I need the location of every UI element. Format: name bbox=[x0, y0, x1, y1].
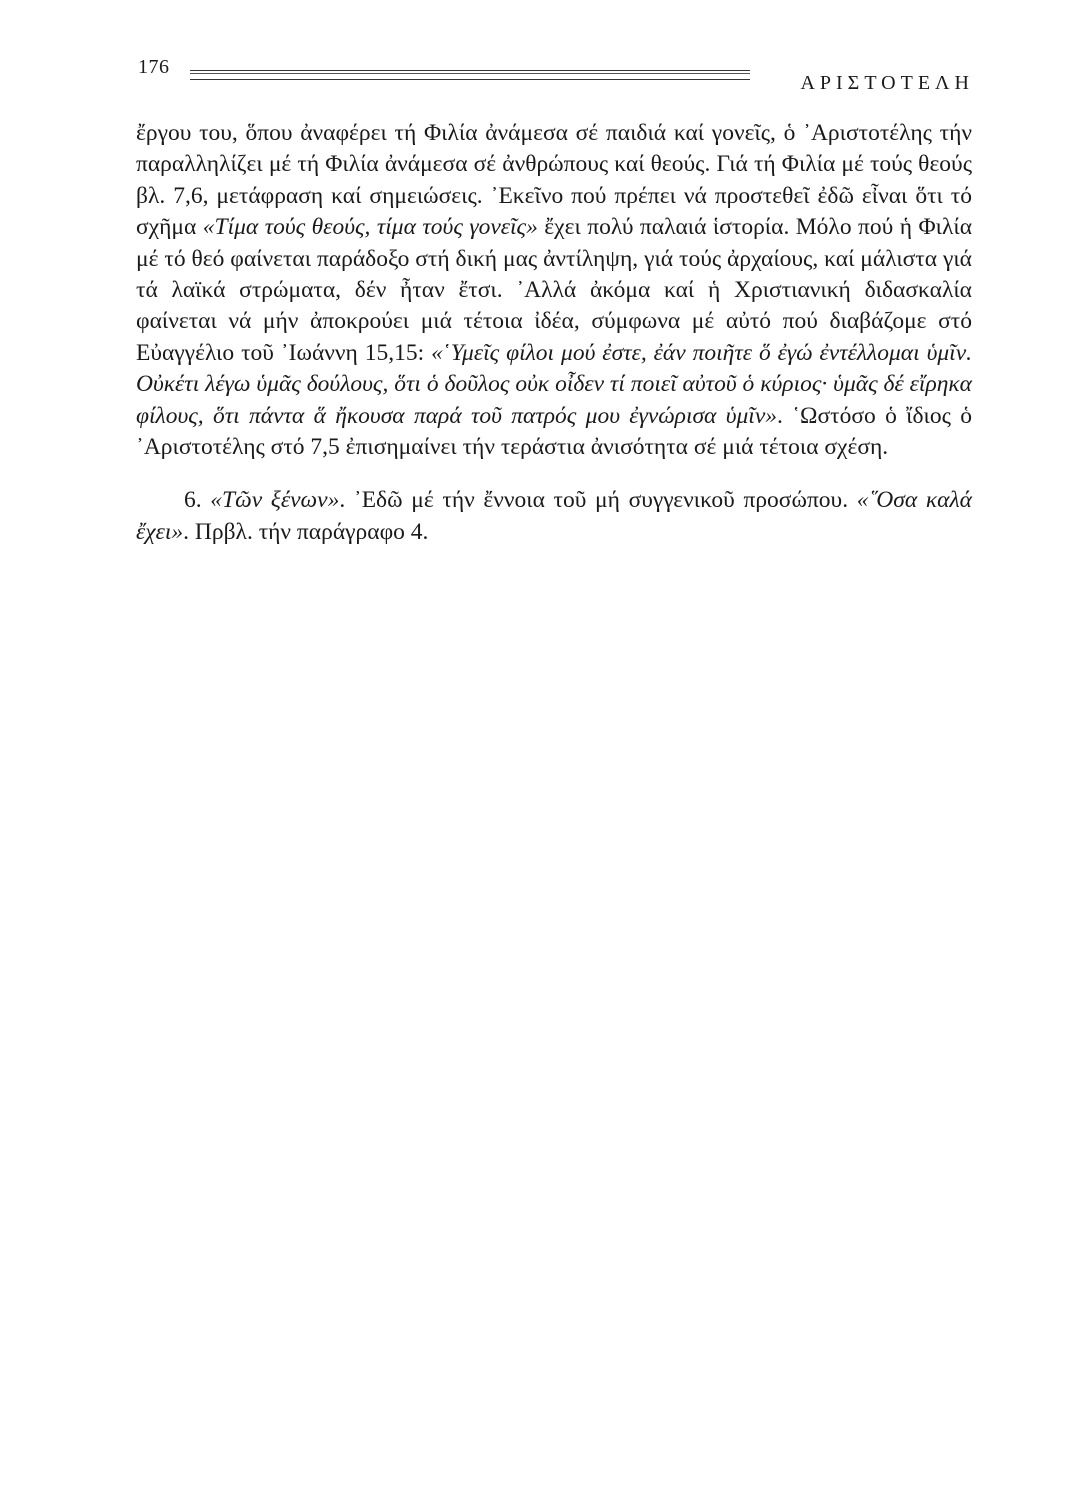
body-text bbox=[136, 118, 972, 548]
note-6 bbox=[136, 485, 972, 548]
paragraph-1 bbox=[136, 118, 972, 463]
running-header bbox=[138, 56, 974, 96]
quote-john-15-15: «῾Υμεῖς φίλοι μού ἐστε, ἐάν ποιῆτε ὅ ἐγώ ἐντέλλομαι ὑμῖν. Οὐκέτι λέγω ὑμᾶς δούλους, ὅτι ὁ δοῦλος οὐκ οἶδεν τί ποιεῖ αὐτοῦ ὁ κύριος· ὑμᾶς δέ εἴρηκα φίλους, ὅτι πάντα ἅ ἤκουσα παρά τοῦ πατρός μου ἐγνώρισα ὑμῖν» bbox=[136, 339, 973, 429]
note-6-quote-2: «῞Οσα καλά ἔχει» bbox=[136, 487, 972, 545]
quote-honor-gods: «Τίμα τούς θεούς, τίμα τούς γονεῖς» bbox=[202, 214, 538, 241]
paragraph-1-text-3: . ῾Ωστόσο ὁ ἴδιος ὁ ᾿Αριστοτέλης στό 7,5 ἐπισημαίνει τήν τεράστια ἀνισότητα σέ μιά τέτοια σχέση. bbox=[136, 402, 973, 461]
note-6-text-1: . ᾿Εδῶ μέ τήν ἔννοια τοῦ μή συγγενικοῦ προσώπου. bbox=[339, 487, 857, 514]
paragraph-1-text-2: ἔχει πολύ παλαιά ἱστορία. Μόλο πού ἡ Φιλία μέ τό θεό φαίνεται παράδοξο στή δική μας ἀντίληψη, γιά τούς ἀρχαίους, καί μάλιστα γιά τά λαϊκά στρώματα, δέν ἦταν ἔτσι. ᾿Αλλά ἀκόμα καί ἡ Χριστιανική διδασκαλία φαίνεται νά μήν ἀποκρούει μιά τέτοια ἰδέα, σύμφωνα μέ αὐτό πού διαβάζομε στό Εὐαγγέλιο τοῦ ᾿Ιωάννη 15,15: bbox=[136, 214, 973, 366]
running-title: ΑΡΙΣΤΟΤΕΛΗ bbox=[800, 72, 974, 94]
note-6-text-2: . Πρβλ. τήν παράγραφο 4. bbox=[183, 518, 429, 545]
note-6-quote-1: «Τῶν ξένων» bbox=[210, 487, 340, 514]
note-6-number: 6. bbox=[184, 487, 211, 514]
page-number: 176 bbox=[138, 56, 170, 78]
paragraph-1-text-1: ἔργου του, ὅπου ἀναφέρει τή Φιλία ἀνάμεσα σέ παιδιά καί γονεῖς, ὁ ᾿Αριστοτέλης τήν παραλληλίζει μέ τή Φιλία ἀνάμεσα σέ ἀνθρώπους καί θεούς. Γιά τή Φιλία μέ τούς θεούς βλ. 7,6, μετάφραση καί σημειώσεις. ᾿Εκεῖνο πού πρέπει νά προστεθεῖ ἐδῶ εἶναι ὅτι τό σχῆμα bbox=[136, 120, 972, 241]
header-rule bbox=[190, 70, 750, 80]
